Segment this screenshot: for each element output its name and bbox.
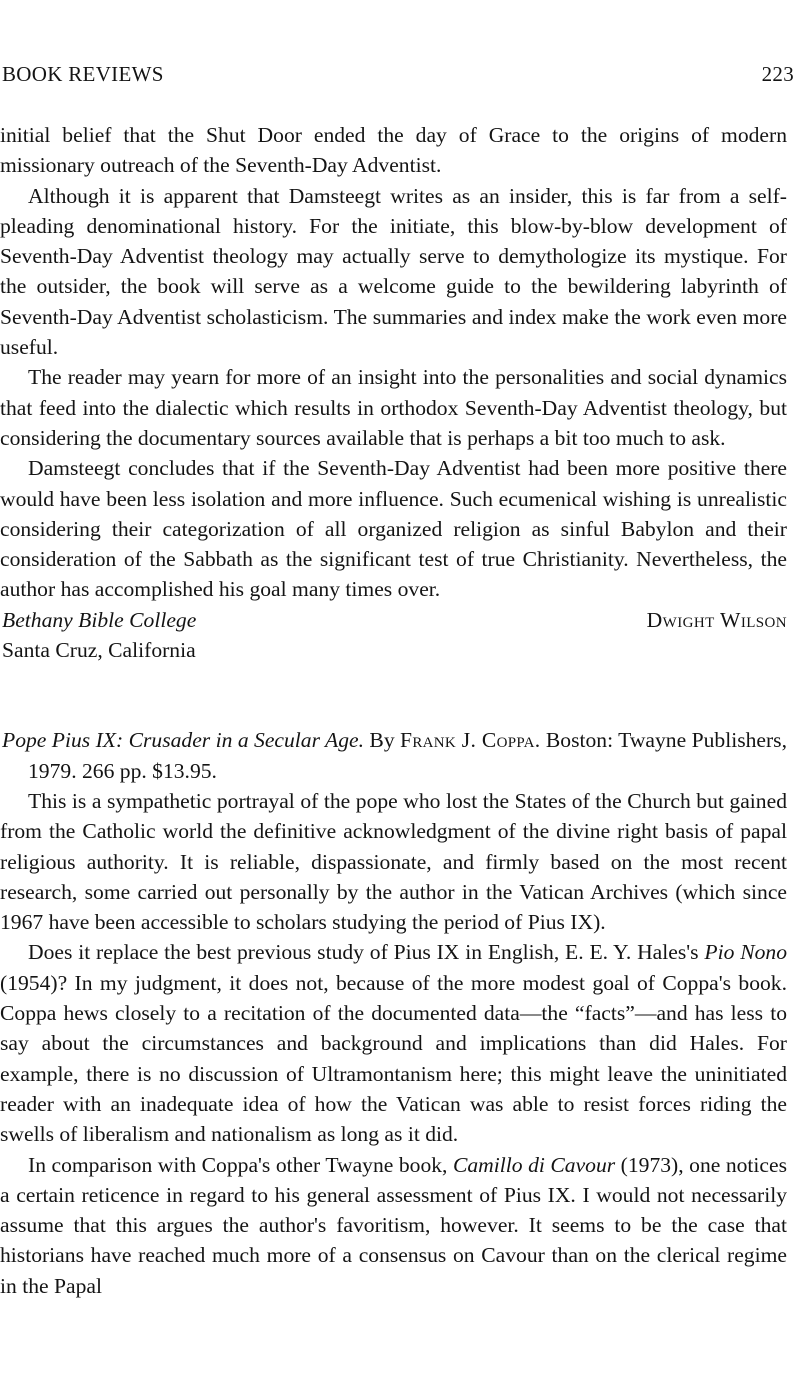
review-paragraph: Damsteegt concludes that if the Seventh-Day Adventist had been more positive there would have been less isolation and more influence. Such ecumenical wishing is unrealistic considering their categorization of all organized religion as sinful Babylon and their consideration of the Sabbath as the significant test of true Christianity. Nevertheless, the author has accomplished his goal many times over. <box>0 456 787 602</box>
review-paragraph <box>0 1150 787 1301</box>
citation-by: By <box>369 728 395 753</box>
paragraph-text: (1973), one notices a certain reticence in regard to his general assessment of Pius IX. I would not necessarily assume that this argues the author's favoritism, however. It seems to be the case that historians have reached much more of a consensus on Cavour than on the clerical regime in the Papal <box>0 1152 787 1298</box>
page-header <box>2 62 794 92</box>
book-author: Frank J. Coppa. <box>400 728 541 753</box>
review-paragraph <box>0 937 787 1149</box>
reviewer-location: Santa Cruz, California <box>2 638 196 663</box>
book-title: Pope Pius IX: Crusader in a Secular Age. <box>2 728 364 753</box>
section-spacer <box>0 665 787 725</box>
review-signature <box>0 605 787 666</box>
review-paragraph: This is a sympathetic portrayal of the pope who lost the States of the Church but gained from the Catholic world the definitive acknowledgment of the divine right basis of papal religious authority. It is reliable, dispassionate, and firmly based on the most recent research, some carried out personally by the author in the Vatican Archives (which since 1967 have been accessible to scholars studying the period of Pius IX). <box>0 788 787 935</box>
cited-work-title: Camillo di Cavour <box>452 1152 616 1177</box>
cited-work-title: Pio Nono <box>704 940 787 965</box>
book-citation <box>0 725 787 786</box>
paragraph-text: In comparison with Coppa's other Twayne book, <box>28 1152 448 1177</box>
review-paragraph: initial belief that the Shut Door ended the day of Grace to the origins of modern missionary outreach of the Seventh-Day Adventist. <box>0 123 787 178</box>
reviewer-institution: Bethany Bible College <box>2 607 197 632</box>
page-number: 223 <box>761 62 794 86</box>
paragraph-text: (1954)? In my judgment, it does not, because of the more modest goal of Coppa's book. Coppa hews closely to a recitation of the documented data—the “facts”—and has less to say about the circumstances and background and implications than did Hales. For example, there is no discussion of Ultramontanism here; this might leave the uninitiated reader with an inadequate idea of how the Vatican was able to resist forces riding the swells of liberalism and nationalism as long as it did. <box>0 970 787 1147</box>
review-paragraph: The reader may yearn for more of an insight into the personalities and social dynamics that feed into the dialectic which results in orthodox Seventh-Day Adventist theology, but considering the documentary sources available that is perhaps a bit too much to ask. <box>0 365 787 450</box>
review-paragraph: Although it is apparent that Damsteegt writes as an insider, this is far from a self-pleading denominational history. For the initiate, this blow-by-blow development of Seventh-Day Adventist theology may actually serve to demythologize its mystique. For the outsider, the book will serve as a welcome guide to the bewildering labyrinth of Seventh-Day Adventist scholasticism. The summaries and index make the work even more useful. <box>0 183 787 360</box>
running-head: BOOK REVIEWS <box>2 62 164 86</box>
publication-info: Boston: Twayne Publishers, 1979. 266 pp. $13.95. <box>28 728 787 783</box>
reviewer-name: Dwight Wilson <box>646 607 787 632</box>
paragraph-text: Does it replace the best previous study of Pius IX in English, E. E. Y. Hales's <box>28 940 699 965</box>
page-body <box>0 120 787 1301</box>
